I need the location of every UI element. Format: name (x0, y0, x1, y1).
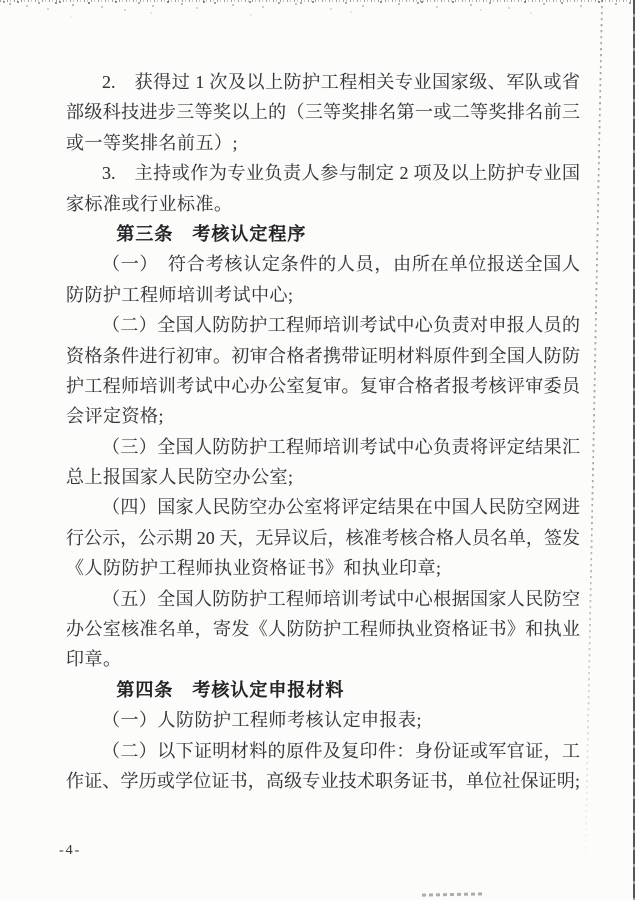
text-line: （一）人防防护工程师考核认定申报表; (102, 710, 422, 731)
text-line: 家标准或行业标准。 (66, 193, 233, 214)
section-heading: 第三条 考核认定程序 (116, 223, 307, 244)
text-line: 3. 主持或作为专业负责人参与制定 2 项及以上防护专业国 (102, 163, 580, 184)
text-line: 部级科技进步三等奖以上的（三等奖排名第一或二等奖排名前三 (66, 102, 580, 123)
text-line: 印章。 (66, 649, 122, 670)
text-line: 《人防防护工程师执业资格证书》和执业印章; (66, 558, 442, 579)
text-line: （四）国家人民防空办公室将评定结果在中国人民防空网进 (102, 497, 580, 518)
text-line: 行公示，公示期 20 天，无异议后，核准考核合格人员名单，签发 (66, 527, 580, 548)
text-line: （二）以下证明材料的原件及复印件：身份证或军官证，工 (102, 740, 580, 761)
text-line: （三）全国人防防护工程师培训考试中心负责将评定结果汇 (102, 436, 580, 457)
text-line: 资格条件进行初审。初审合格者携带证明材料原件到全国人防防 (66, 345, 580, 366)
scan-bottom-smudge (422, 892, 484, 896)
scan-fold-dotted-line (584, 0, 603, 880)
text-line: 或一等奖排名前五）; (66, 132, 239, 153)
text-line: 2. 获得过 1 次及以上防护工程相关专业国家级、军队或省 (102, 72, 580, 92)
text-line: 护工程师培训考试中心办公室复审。复审合格者报考核评审委员 (66, 375, 580, 396)
text-line: 会评定资格; (66, 406, 165, 427)
text-line: （二）全国人防防护工程师培训考试中心负责对申报人员的 (102, 315, 580, 336)
section-heading: 第四条 考核认定申报材料 (116, 679, 345, 700)
text-line: 总上报国家人民防空办公室; (66, 467, 294, 488)
scan-noise-speckles (0, 0, 2, 2)
scan-top-edge-noise (0, 0, 636, 2)
document-text-block (66, 67, 580, 796)
text-line: 防防护工程师培训考试中心; (66, 284, 294, 305)
page-number: -4- (59, 843, 82, 858)
text-line: （一） 符合考核认定条件的人员，由所在单位报送全国人 (102, 254, 580, 275)
scan-right-edge-line (633, 0, 635, 900)
text-line: 办公室核准名单，寄发《人防防护工程师执业资格证书》和执业 (66, 619, 580, 640)
text-line: （五）全国人防防护工程师培训考试中心根据国家人民防空 (102, 588, 580, 609)
text-line: 作证、学历或学位证书，高级专业技术职务证书，单位社保证明; (66, 770, 580, 791)
